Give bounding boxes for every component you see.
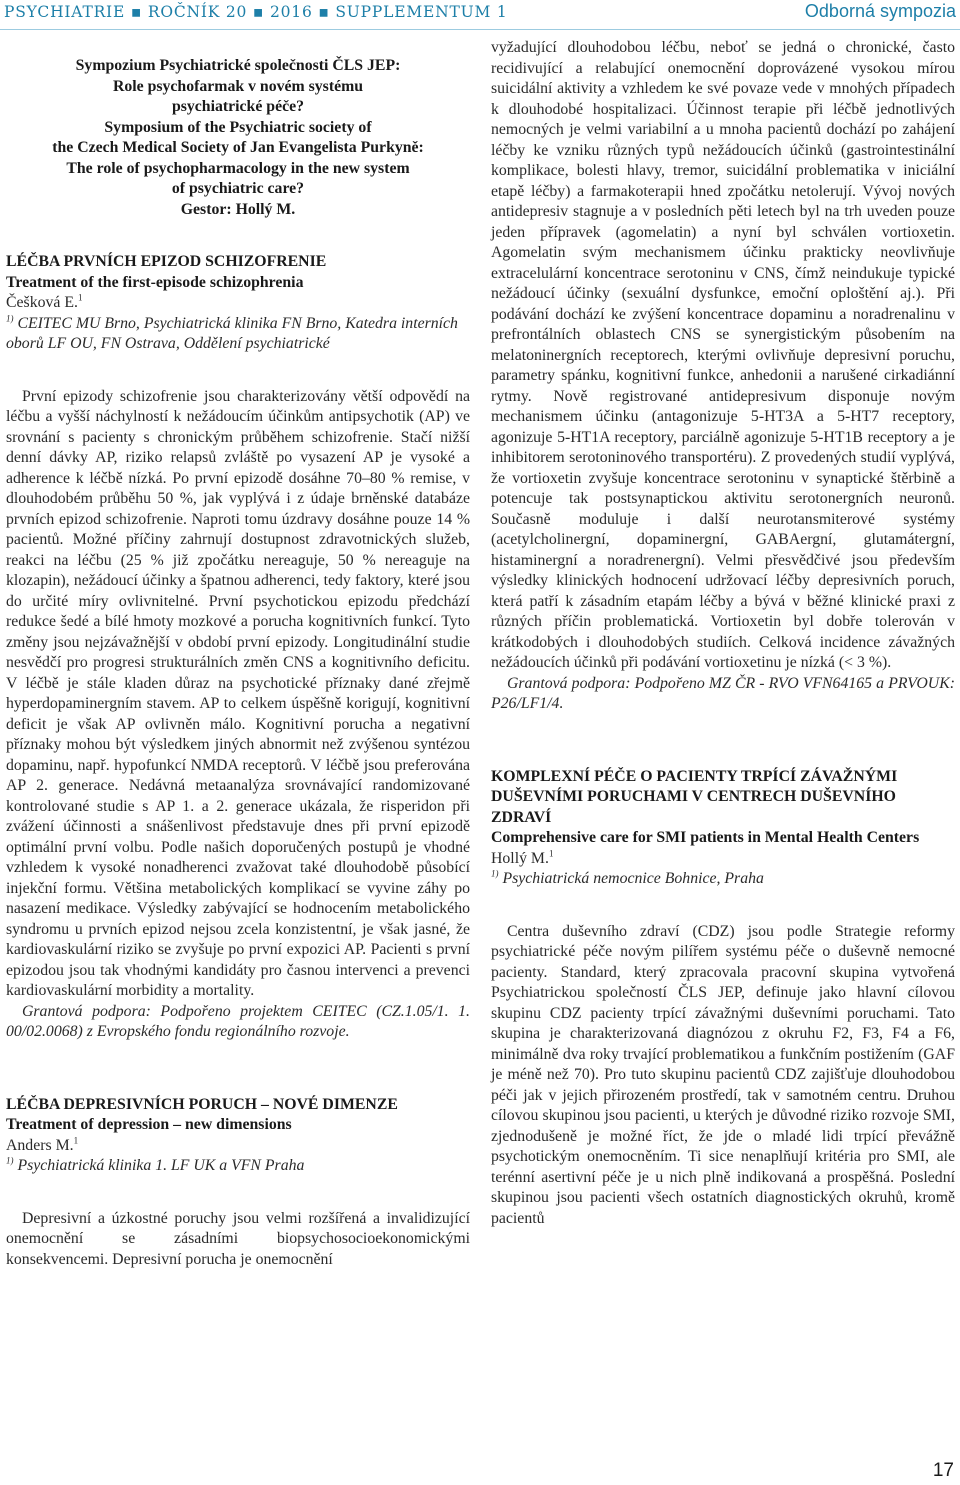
symposium-line: Role psychofarmak v novém systému bbox=[112, 77, 364, 95]
running-header bbox=[0, 0, 960, 26]
article1-title: LÉČBA PRVNÍCH EPIZOD SCHIZOFRENIE bbox=[6, 253, 327, 270]
page-number: 17 bbox=[932, 1460, 954, 1481]
author-name: Anders M. bbox=[6, 1136, 74, 1154]
affil-text: Psychiatrická nemocnice Bohnice, Praha bbox=[502, 870, 764, 887]
header-divider bbox=[0, 29, 960, 30]
affil-sup: 1) bbox=[6, 1155, 14, 1166]
author-sup: 1 bbox=[548, 848, 554, 859]
article2-subtitle: Treatment of depression – new dimensions bbox=[6, 1116, 292, 1133]
article3-body: Centra duševního zdraví (CDZ) jsou podle Strategie reformy psychiatrické péče novým pilířem systému péče o duševně nemocné pacienty. Standard, který zpracovala pracovní skupina vytvořená Psychiatrickou společností ČLS JEP, definuje jako hlavní cílovou skupinu CDZ pacienty trpící závažnými duševními poruchami. Tato skupina je charakterizovaná diagnózou z okruhu F2, F3, F4 a F6, minimálně dva roky trvající problematikou a funkčním postižením (GAF je méně než 70). Pro tuto skupinu pacientů CDZ zajišťuje dlouhodobou péči jak v jejich přirozeném prostředí, tak v samotném centru. Druhou cílovou skupinou jsou pacienti, u kterých je důvodné riziko rozvoje SMI, zjednodušeně je možné říct, že jde o mladé lidi trpící převážně psychotickým onemocněním. Ti sice nenaplňují kritéria pro SMI, ale terénní asertivní péče je u nich plně indikovaná a prospěšná. Poslední skupinou jsou pacienti všech ostatních diagnostických okruhů, kromě pacientů bbox=[491, 922, 955, 1227]
article1-author bbox=[6, 293, 470, 314]
symposium-gestor: Gestor: Hollý M. bbox=[180, 200, 296, 218]
affil-sup: 1) bbox=[6, 313, 14, 324]
article2-author bbox=[6, 1136, 470, 1157]
symposium-line: psychiatrické péče? bbox=[171, 98, 305, 115]
article3-title: KOMPLEXNÍ PÉČE O PACIENTY TRPÍCÍ ZÁVAŽNÝMI DUŠEVNÍMI PORUCHAMI V CENTRECH DUŠEVNÍHO ZDRAVÍ bbox=[491, 767, 898, 826]
symposium-line: of psychiatric care? bbox=[171, 180, 305, 197]
article3-affiliation bbox=[491, 869, 955, 890]
article3-author bbox=[491, 849, 955, 870]
article3-subtitle: Comprehensive care for SMI patients in Mental Health Centers bbox=[491, 829, 920, 846]
symposium-line: the Czech Medical Society of Jan Evangelista Purkyně: bbox=[52, 139, 424, 156]
article2-body-start: Depresivní a úzkostné poruchy jsou velmi rozšířená a invalidizující onemocnění se zásadními biopsychosocioekonomickými konsekvencemi. Depresivní porucha je onemocnění bbox=[6, 1209, 470, 1268]
affil-text: CEITEC MU Brno, Psychiatrická klinika FN Brno, Katedra interních oborů LF OU, FN Ostrava, Oddělení psychiatrické bbox=[6, 314, 458, 352]
left-column bbox=[6, 38, 470, 1270]
author-name: Hollý M. bbox=[491, 849, 549, 867]
author-sup: 1 bbox=[73, 1135, 79, 1146]
affil-sup: 1) bbox=[491, 868, 499, 879]
right-column bbox=[491, 38, 955, 1229]
article2-body-cont: vyžadující dlouhodobou léčbu, neboť se jedná o chronické, často recidivující a relabující onemocnění doprovázené vysokou mírou suicidální aktivity a vzhledem ke své povaze vede v mnohých případech k dlouhodobé hospitalizaci. Účinnost terapie při léčbě jednotlivých nemocných je velmi variabilní a u mnoha pacientů dochází po zahájení léčby ke vzniku různých typů nežádoucích účinků (gastrointestinální komplikace, bolesti hlavy, tremor, suicidální problematika v iniciální etapě léčby) a farmakoterapii hned zpočátku netolerují. Vývoj nových antidepresiv stagnuje a v posledních pěti letech byl na trh uveden pouze jeden přípravek (agomelatin) a nyní byl schválen vortioxetin. Agomelatin svým mechanismem účinku prakticky neovlivňuje extracelulární koncentrace serotoninu v CNS, čímž neindukuje typické nežádoucí účinky (sexuální dysfunkce, emoční oploštění aj.). Při podávání dochází ke zvýšení koncentrace dopaminu a noradrenalinu v prefrontálních oblastech CNS se synergistickým působením na melatoninergních receptorech, kterými ovlivňuje depresivní poruchu, parametry spánku, kognitivní funkce, anhedonii a narušené cirkadiánní rytmy. Nově registrované antidepresivum disponuje novým mechanismem účinku (antagonizuje 5-HT3A a 5-HT7 receptory, agonizuje 5-HT1A receptory, parciálně agonizuje 5-HT1B receptory a je inhibitorem serotoninového transportéru). Z provedených studií vyplývá, že vortioxetin zvyšuje koncentrace serotoninu v synaptické štěrbině a potencuje tak postsynaptickou aktivitu serotonergních neuronů. Současně moduluje i další neurotansmiterové systémy (acetylcholinergní, dopaminergní, GABAergní, glutamátergní, histaminergní a noradrenergní). Velmi přesvědčivé jsou především výsledky klinických hodnocení udržovací léčby depresivních poruch, která patří k zásadním etapám léčby a bývá v běžné klinické praxi z různých příčin problematická. Vortioxetin byl dobře tolerován v krátkodobých i dlouhodobých studiích. Celková incidence závažných nežádoucích účinků při podávání vortioxetinu je nízká (< 3 %). bbox=[491, 39, 955, 671]
article2-affiliation bbox=[6, 1156, 470, 1177]
journal-title: PSYCHIATRIE ▪ ROČNÍK 20 ▪ 2016 ▪ SUPPLEMENTUM 1 bbox=[4, 3, 508, 21]
article1-body: První epizody schizofrenie jsou charakterizovány větší odpovědí na léčbu a vyšší náchylností k nežádoucím účinkům antipsychotik (AP) ve srovnání s pacienty s chronickým průběhem schizofrenie. Stačí nižší denní dávky AP, riziko relapsů zvláště po vysazení AP je vysoké a adherence k léčbě nízká. Po první epizodě dosáhne 70–80 % remise, v dlouhodobém průběhu 50 %, jak vyplývá i z údaje brněnské databáze prvních epizod schizofrenie. Naproti tomu úzdravy dosáhne pouze 14 % pacientů. Možné příčiny zahrnují dostupnost zdravotnických služeb, reakci na léčbu (25 % již zpočátku nereaguje, 50 % nereaguje na klozapin), nežádoucí účinky a špatnou adherenci, tedy faktory, které jsou do určité míry ovlivnitelné. První psychotickou epizodu předchází redukce šedé a bílé hmoty mozkové a porucha kognitivních funkcí. Tyto změny jsou nejzávažnější v období první epizody. Longitudinální studie nesvědčí pro progresi strukturálních změn CNS a kognitivního deficitu. V léčbě je stále kladen důraz na psychotické příznaky dané zřejmě hyperdopaminergním stavem. AP to celkem úspěšně korigují, kognitivní deficit je však AP ovlivněn málo. Kognitivní porucha a negativní příznaky mohou být výsledkem jiných abnormit než zvýšenou syntézou dopaminu, např. hypofunkcí NMDA receptorů. V léčbě jsou preferována AP 2. generace. Nedávná metaanalýza srovnávající randomizované kontrolované studie s AP 1. a 2. generace ukázala, že risperidon při zvážení účinnosti a snášenlivost představuje dnes při první epizodě optimální první volbu. Podle našich doporučených postupů je vhodné vzhledem k vysoké nonadherenci zvažovat také dlouhodobě působící injekční formu. Většina metabolických komplikací se vyvine záhy po nasazení medikace. Výsledky zabývající se hodnocením metabolického syndromu u prvních epizod nejsou zcela konzistentní, je však jasné, že kardiovaskulární riziko se zvyšuje po první expozici AP. Pacienti s první epizodou jsou tak vhodnými kandidáty pro časnou intervenci a prevenci kardiovaskulární morbidity a mortality. bbox=[6, 387, 470, 999]
author-name: Češková E. bbox=[6, 294, 78, 311]
symposium-line: Sympozium Psychiatrické společnosti ČLS JEP: bbox=[75, 57, 401, 74]
article1-affiliation bbox=[6, 314, 470, 355]
section-title: Odborná sympozia bbox=[804, 1, 956, 21]
article1-subtitle: Treatment of the first-episode schizophrenia bbox=[6, 273, 304, 291]
article2-title: LÉČBA DEPRESIVNÍCH PORUCH – NOVÉ DIMENZE bbox=[6, 1095, 398, 1113]
article1-grant: Grantová podpora: Podpořeno projektem CEITEC (CZ.1.05/1. 1. 00/02.0068) z Evropského fondu regionálního rozvoje. bbox=[6, 1002, 470, 1040]
affil-text: Psychiatrická klinika 1. LF UK a VFN Praha bbox=[17, 1157, 305, 1174]
author-sup: 1 bbox=[77, 292, 83, 303]
symposium-heading bbox=[6, 56, 470, 220]
article2-grant: Grantová podpora: Podpořeno MZ ČR - RVO VFN64165 a PRVOUK: P26/LF1/4. bbox=[491, 674, 955, 712]
symposium-line: The role of psychopharmacology in the new system bbox=[66, 159, 410, 177]
symposium-line: Symposium of the Psychiatric society of bbox=[104, 118, 372, 136]
